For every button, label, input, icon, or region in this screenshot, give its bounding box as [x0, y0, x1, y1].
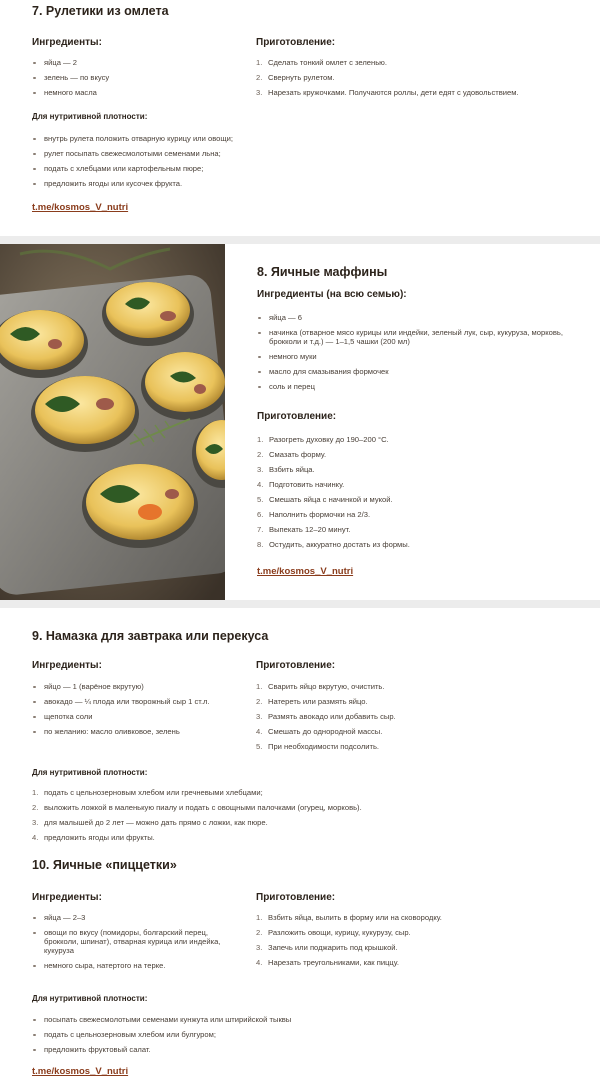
list-item: 3. Взбить яйца. [257, 465, 315, 474]
list-item: по желанию: масло оливковое, зелень [32, 727, 247, 736]
recipe-9-nutrition-title: Для нутритивной плотности: [32, 768, 148, 777]
list-item: подать с хлебцами или картофельным пюре; [32, 164, 432, 173]
recipe-10-ingredients-title: Ингредиенты: [32, 892, 102, 903]
recipe-10-title: 10. Яичные «пиццетки» [32, 858, 177, 872]
list-item: предложить фруктовый салат. [32, 1045, 432, 1054]
recipe-7-ingredients-list [32, 58, 232, 103]
list-item: 1. Сделать тонкий омлет с зеленью. [256, 58, 387, 67]
list-item: овощи по вкусу (помидоры, болгарский перец, брокколи, шпинат), отварная курица или индейка, кукуруза [32, 928, 237, 955]
list-item: яйцо — 1 (варёное вкрутую) [32, 682, 247, 691]
list-item: начинка (отварное мясо курицы или индейки, зеленый лук, сыр, кукуруза, морковь, брокколи и т.д.) — 1–1,5 чашки (200 мл) [257, 328, 572, 346]
list-item: внутрь рулета положить отварную курицу или овощи; [32, 134, 432, 143]
recipe-8-prep-title: Приготовление: [257, 411, 337, 422]
list-item: 2. Натереть или размять яйцо. [256, 697, 368, 706]
list-item: 2. Свернуть рулетом. [256, 73, 335, 82]
recipe-10-nutrition-title: Для нутритивной плотности: [32, 994, 148, 1003]
recipe-10-ingredients-list [32, 913, 237, 976]
recipe-10-nutrition-list [32, 1015, 432, 1060]
list-item: зелень — по вкусу [32, 73, 232, 82]
recipe-7-ingredients-title: Ингредиенты: [32, 37, 102, 48]
recipe-8-ingredients-title: Ингредиенты (на всю семью): [257, 289, 407, 300]
list-item: соль и перец [257, 382, 572, 391]
list-item: масло для смазывания формочек [257, 367, 572, 376]
recipe-8-ingredients-list [257, 313, 572, 397]
list-item: яйца — 2–3 [32, 913, 237, 922]
list-item: рулет посыпать свежесмолотыми семенами льна; [32, 149, 432, 158]
list-item: 3. для малышей до 2 лет — можно дать прямо с ложки, как пюре. [32, 818, 268, 827]
list-item: подать с цельнозерновым хлебом или булгуром; [32, 1030, 432, 1039]
list-item: немного муки [257, 352, 572, 361]
list-item: 4. Подготовить начинку. [257, 480, 345, 489]
list-item: яйца — 2 [32, 58, 232, 67]
list-item: 5. Смешать яйца с начинкой и мукой. [257, 495, 393, 504]
list-item: 5. При необходимости подсолить. [256, 742, 380, 751]
list-item: 2. выложить ложкой в маленькую пиалу и подать с овощными палочками (огурец, морковь). [32, 803, 362, 812]
recipe-10-prep-title: Приготовление: [256, 892, 336, 903]
recipe-9-ingredients-title: Ингредиенты: [32, 660, 102, 671]
list-item: 3. Запечь или поджарить под крышкой. [256, 943, 398, 952]
list-item: 1. Взбить яйца, вылить в форму или на сковородку. [256, 913, 442, 922]
list-item: 4. Нарезать треугольниками, как пиццу. [256, 958, 399, 967]
recipe-9-nutrition-list [32, 788, 572, 848]
list-item: 6. Наполнить формочки на 2/3. [257, 510, 371, 519]
list-item: 8. Остудить, аккуратно достать из формы. [257, 540, 410, 549]
list-item: немного масла [32, 88, 232, 97]
list-item: 1. подать с цельнозерновым хлебом или гречневыми хлебцами; [32, 788, 263, 797]
recipe-7-nutrition-title: Для нутритивной плотности: [32, 112, 148, 121]
list-item: немного сыра, натертого на терке. [32, 961, 237, 970]
list-item: 3. Нарезать кружочками. Получаются роллы, дети едят с удовольствием. [256, 88, 519, 97]
telegram-link[interactable]: t.me/kosmos_V_nutri [257, 566, 354, 577]
muffin-photo [0, 244, 225, 600]
list-item: 4. Смешать до однородной массы. [256, 727, 383, 736]
list-item: 1. Разогреть духовку до 190–200 °С. [257, 435, 389, 444]
muffin-tin-image [0, 244, 225, 600]
list-item: посыпать свежесмолотыми семенами кунжута или штирийской тыквы [32, 1015, 432, 1024]
list-item: 1. Сварить яйцо вкрутую, очистить. [256, 682, 385, 691]
list-item: 2. Смазать форму. [257, 450, 327, 459]
section-divider [0, 236, 600, 244]
recipe-8-steps-list [257, 435, 572, 555]
list-item: щепотка соли [32, 712, 247, 721]
list-item: авокадо — ¼ плода или творожный сыр 1 ст.л. [32, 697, 247, 706]
recipe-7-prep-title: Приготовление: [256, 37, 336, 48]
recipe-9-title: 9. Намазка для завтрака или перекуса [32, 629, 269, 643]
telegram-link[interactable]: t.me/kosmos_V_nutri [32, 1066, 129, 1077]
list-item: предложить ягоды или кусочек фрукта. [32, 179, 432, 188]
recipe-9-steps-list [256, 682, 576, 757]
list-item: 7. Выпекать 12–20 минут. [257, 525, 351, 534]
list-item: яйца — 6 [257, 313, 572, 322]
list-item: 2. Разложить овощи, курицу, кукурузу, сыр. [256, 928, 411, 937]
recipe-9-prep-title: Приготовление: [256, 660, 336, 671]
recipe-10-steps-list [256, 913, 576, 973]
recipe-7-steps-list [256, 58, 576, 103]
list-item: 4. предложить ягоды или фрукты. [32, 833, 155, 842]
recipe-7-nutrition-list [32, 134, 432, 194]
list-item: 3. Размять авокадо или добавить сыр. [256, 712, 396, 721]
recipe-8-title: 8. Яичные маффины [257, 265, 388, 279]
recipe-7-section [0, 0, 600, 236]
telegram-link[interactable]: t.me/kosmos_V_nutri [32, 202, 129, 213]
recipe-9-ingredients-list [32, 682, 247, 742]
recipe-7-title: 7. Рулетики из омлета [32, 4, 169, 18]
section-divider [0, 600, 600, 608]
